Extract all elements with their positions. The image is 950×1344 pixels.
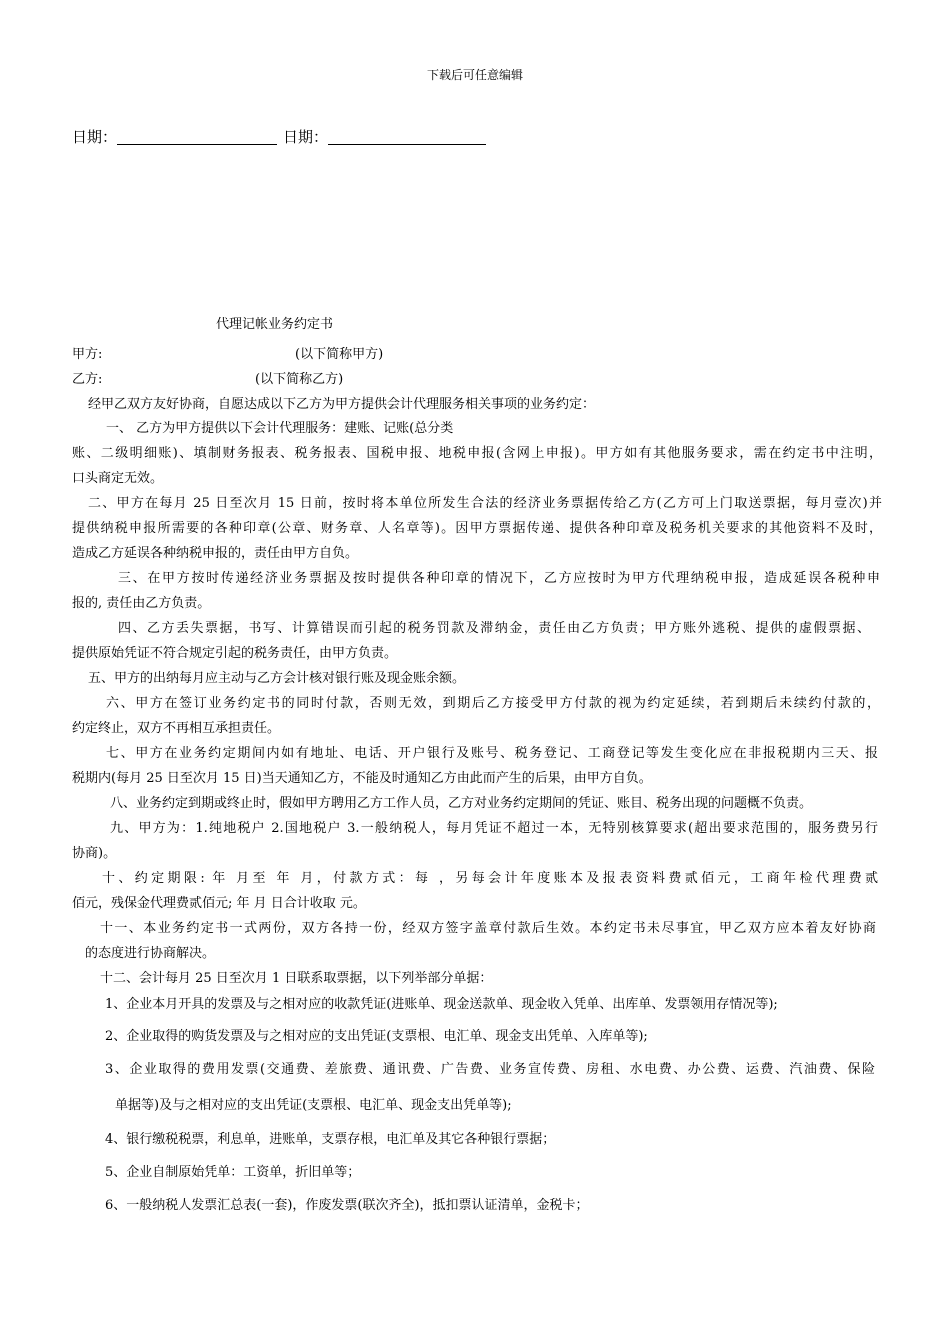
clause-8-line-1: 八、业务约定到期或终止时，假如甲方聘用乙方工作人员，乙方对业务约定期间的凭证、账目、税务出现的问题概不负责。 <box>110 796 813 811</box>
clause-6-line-1: 六、甲方在签订业务约定书的同时付款，否则无效，到期后乙方接受甲方付款的视为约定延续，若到期后未续约付款的， <box>106 696 880 711</box>
clause-10-line-1: 十、约定期限: 年 月至 年 月，付款方式：每 ，另每会计年度账本及报表资料费贰佰元，工商年检代理费贰 <box>102 871 878 886</box>
party-b-label: 乙方: <box>72 372 103 387</box>
clause-2-line-1: 二、甲方在每月 25 日至次月 15 日前，按时将本单位所发生合法的经济业务票据传给乙方(乙方可上门取送票据，每月壹次)并 <box>88 496 882 511</box>
clause-11-line-1: 十一、本业务约定书一式两份，双方各持一份，经双方签字盖章付款后生效。本约定书未尽事宜，甲乙双方应本着友好协商 <box>100 921 876 936</box>
clause-12-line-1: 十二、会计每月 25 日至次月 1 日联系取票据，以下列举部分单据： <box>100 971 493 986</box>
list-item-4: 4、银行缴税税票，利息单，进账单，支票存根，电汇单及其它各种银行票据； <box>105 1132 556 1147</box>
clause-1-line-3: 口头商定无效。 <box>72 471 164 486</box>
clause-1-line-2: 账、二级明细账)、填制财务报表、税务报表、国税申报、地税申报(含网上申报)。甲方如有其他服务要求，需在约定书中注明， <box>72 446 882 461</box>
header-note: 下载后可任意编辑 <box>426 68 523 82</box>
date-blank-1 <box>117 129 277 145</box>
list-item-3-line-1: 3、企业取得的费用发票(交通费、差旅费、通讯费、广告费、业务宣传费、房租、水电费、办公费、运费、汽油费、保险 <box>105 1062 875 1077</box>
clause-7-line-2: 税期内(每月 25 日至次月 15 日)当天通知乙方，不能及时通知乙方由此而产生的后果，由甲方自负。 <box>72 771 652 786</box>
party-a-note: (以下简称甲方) <box>295 347 384 362</box>
clause-11-line-2: 的态度进行协商解决。 <box>85 946 216 961</box>
list-item-2: 2、企业取得的购货发票及与之相对应的支出凭证(支票根、电汇单、现金支出凭单、入库单等); <box>105 1029 648 1044</box>
clause-9-line-1: 九、甲方为：1.纯地税户 2.国地税户 3.一般纳税人，每月凭证不超过一本，无特别核算要求(超出要求范围的，服务费另行 <box>110 821 878 836</box>
clause-6-line-2: 约定终止，双方不再相互承担责任。 <box>72 721 281 736</box>
list-item-1: 1、企业本月开具的发票及与之相对应的收款凭证(进账单、现金送款单、现金收入凭单、出库单、发票领用存情况等); <box>105 997 778 1012</box>
list-item-5: 5、企业自制原始凭单：工资单，折旧单等； <box>105 1165 361 1180</box>
clause-5-line-1: 五、甲方的出纳每月应主动与乙方会计核对银行账及现金账余额。 <box>88 671 466 686</box>
clause-2-line-3: 造成乙方延误各种纳税申报的，责任由甲方自负。 <box>72 546 359 561</box>
clause-3-line-2: 报的, 责任由乙方负责。 <box>72 596 211 611</box>
list-item-6: 6、一般纳税人发票汇总表(一套)，作废发票(联次齐全)，抵扣票认证清单，金税卡； <box>105 1198 589 1213</box>
party-b-note: (以下简称乙方) <box>255 372 344 387</box>
clause-2-line-2: 提供纳税申报所需要的各种印章(公章、财务章、人名章等)。因甲方票据传递、提供各种印章及税务机关要求的其他资料不及时， <box>72 521 882 536</box>
clause-3-line-1: 三、在甲方按时传递经济业务票据及按时提供各种印章的情况下，乙方应按时为甲方代理纳税申报，造成延误各税种申 <box>118 571 880 586</box>
clause-4-line-2: 提供原始凭证不符合规定引起的税务责任，由甲方负责。 <box>72 646 398 661</box>
date-label-1: 日期： <box>72 128 118 146</box>
party-a-label: 甲方: <box>72 347 103 362</box>
date-label-2: 日期： <box>283 128 329 146</box>
clause-4-line-1: 四、乙方丢失票据，书写、计算错误而引起的税务罚款及滞纳金，责任由乙方负责；甲方账外逃税、提供的虚假票据、 <box>118 621 870 636</box>
date-line <box>72 126 486 147</box>
clause-7-line-1: 七、甲方在业务约定期间内如有地址、电话、开户银行及账号、税务登记、工商登记等发生变化应在非报税期内三天、报 <box>106 746 878 761</box>
date-blank-2 <box>328 129 486 145</box>
clause-1-line-1: 一、 乙方为甲方提供以下会计代理服务：建账、记账(总分类 <box>106 421 454 436</box>
document-title: 代理记帐业务约定书 <box>216 317 334 332</box>
list-item-3-line-2: 单据等)及与之相对应的支出凭证(支票根、电汇单、现金支出凭单等); <box>115 1098 512 1113</box>
clause-10-line-2: 佰元，残保金代理费贰佰元; 年 月 日合计收取 元。 <box>72 896 366 911</box>
intro-line: 经甲乙双方友好协商，自愿达成以下乙方为甲方提供会计代理服务相关事项的业务约定： <box>88 397 596 412</box>
clause-9-line-2: 协商)。 <box>72 846 117 861</box>
